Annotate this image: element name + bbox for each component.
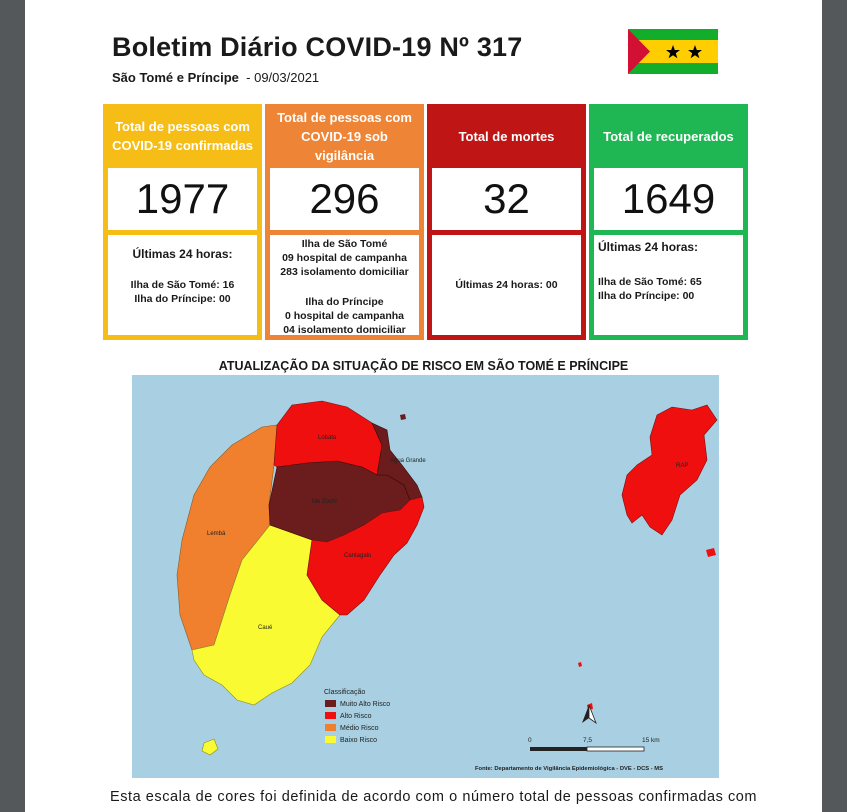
deaths-value: 32 — [432, 168, 581, 230]
recovered-value: 1649 — [594, 168, 743, 230]
bulletin-page — [25, 0, 822, 812]
surveillance-detail — [270, 235, 419, 335]
islet — [706, 548, 716, 557]
surveillance-line: Ilha do Príncipe — [305, 296, 384, 308]
bulletin-caption: Esta escala de cores foi definida de acordo com o número total de pessoas confirmadas com — [110, 789, 757, 805]
scale-bar — [528, 737, 660, 751]
map-title: ATUALIZAÇÃO DA SITUAÇÃO DE RISCO EM SÃO TOMÉ E PRÍNCIPE — [218, 359, 629, 373]
label-rap: RAP — [676, 463, 689, 469]
district-rap — [622, 405, 717, 535]
confirmed-title: Total de pessoas com COVID-19 confirmadas — [112, 119, 253, 153]
recovered-line-pr: Ilha do Príncipe: 00 — [598, 290, 695, 302]
deaths-card — [427, 104, 586, 340]
north-arrow-icon — [582, 705, 596, 723]
islet-rolas — [202, 739, 218, 755]
label-lobata: Lobata — [318, 435, 337, 441]
label-caue: Caué — [258, 625, 273, 631]
bulletin-date: - 09/03/2021 — [246, 70, 320, 85]
sao-tome-flag-icon — [628, 29, 718, 74]
scale-15: 15 km — [642, 737, 660, 744]
map-source: Fonte: Departamento de Vigilância Epidemiológica - DVE - DCS - MS — [475, 766, 663, 772]
surveillance-card — [265, 104, 424, 340]
scale-0: 0 — [528, 737, 532, 744]
recovered-last24-label: Últimas 24 horas: — [598, 240, 699, 254]
recovered-line-st: Ilha de São Tomé: 65 — [598, 276, 702, 288]
confirmed-value: 1977 — [108, 168, 257, 230]
legend-title: Classificação — [324, 689, 366, 696]
deaths-detail — [432, 235, 581, 335]
islet — [578, 662, 582, 667]
confirmed-card — [103, 104, 262, 340]
surveillance-line: Ilha de São Tomé — [301, 238, 388, 250]
label-cantagalo: Cantagalo — [344, 553, 372, 559]
surveillance-line: 09 hospital de campanha — [282, 252, 407, 264]
bulletin-title: Boletim Diário COVID-19 Nº 317 — [112, 32, 523, 62]
recovered-card — [589, 104, 748, 340]
deaths-last24: Últimas 24 horas: 00 — [455, 279, 558, 291]
confirmed-line-pr: Ilha do Príncipe: 00 — [134, 293, 231, 305]
risk-map — [132, 375, 719, 778]
legend-very-high: Muito Alto Risco — [340, 701, 391, 708]
country-name: São Tomé e Príncipe — [112, 70, 239, 85]
recovered-detail — [594, 235, 743, 335]
surveillance-value: 296 — [270, 168, 419, 230]
legend-high: Alto Risco — [340, 713, 372, 720]
scale-7-5: 7,5 — [583, 737, 593, 744]
surveillance-line: 283 isolamento domiciliar — [280, 266, 409, 278]
legend-low: Baixo Risco — [340, 737, 377, 744]
label-me-zochi: Me Zochi — [312, 499, 337, 505]
confirmed-line-st: Ilha de São Tomé: 16 — [130, 279, 235, 291]
surveillance-line: 0 hospital de campanha — [284, 310, 405, 322]
confirmed-detail — [108, 235, 257, 335]
surveillance-line: 04 isolamento domiciliar — [283, 324, 406, 336]
legend-medium: Médio Risco — [340, 725, 379, 732]
islet — [400, 414, 406, 420]
deaths-title: Total de mortes — [458, 128, 555, 144]
label-lemba: Lembá — [207, 531, 226, 537]
surveillance-title: Total de pessoas com COVID-19 sob vigilância — [277, 109, 412, 163]
confirmed-last24-label: Últimas 24 horas: — [132, 247, 233, 261]
bulletin-subtitle — [112, 70, 319, 85]
recovered-title: Total de recuperados — [603, 128, 734, 144]
map-legend — [324, 689, 390, 744]
label-agua-grande: Agua Grande — [390, 458, 426, 464]
